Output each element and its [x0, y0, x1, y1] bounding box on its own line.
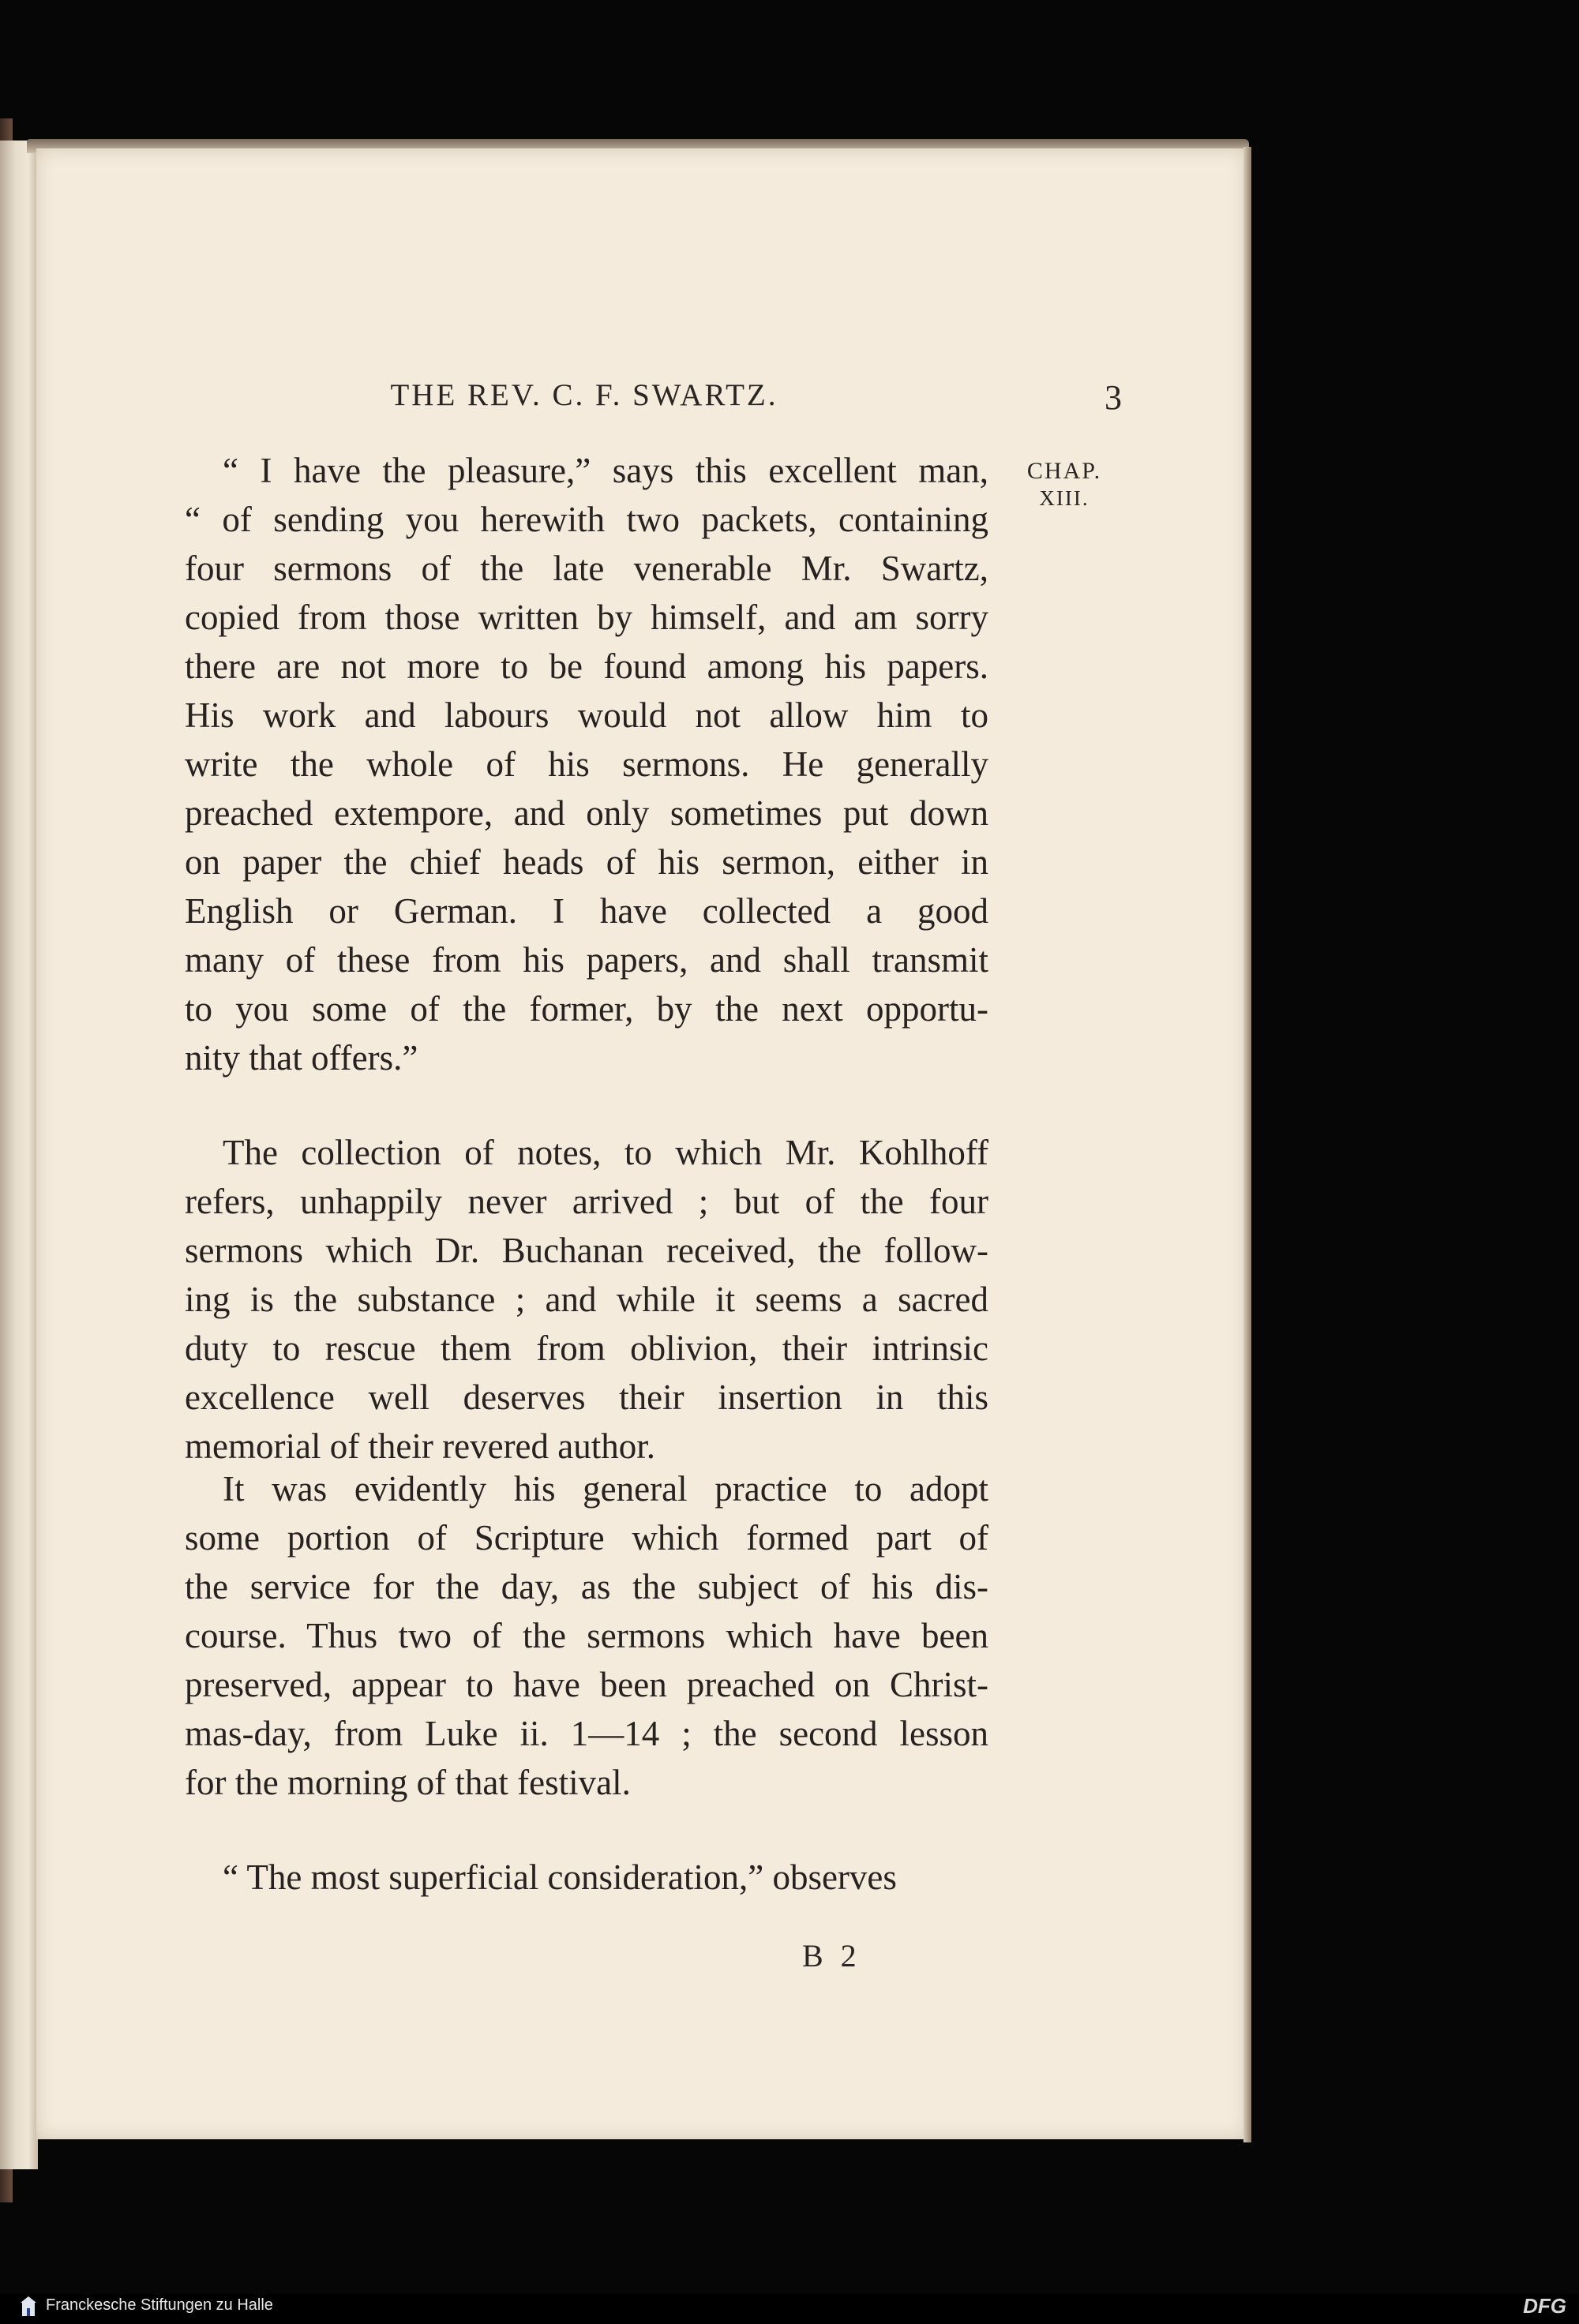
chapter-number: XIII. — [1039, 486, 1090, 510]
chapter-margin-note — [1017, 459, 1112, 509]
text-line: four sermons of the late venerable Mr. Swartz, — [185, 549, 988, 588]
text-line: mas-day, from Luke ii. 1—14 ; the second lesson — [185, 1714, 988, 1753]
text-line: His work and labours would not allow him to — [185, 695, 988, 735]
text-line: there are not more to be found among his papers. — [185, 647, 988, 686]
chapter-label: CHAP. — [1026, 458, 1102, 484]
text-line: sermons which Dr. Buchanan received, the follow- — [185, 1231, 988, 1270]
institution-logo-icon — [17, 2294, 39, 2318]
text-line: excellence well deserves their insertion in this — [185, 1378, 988, 1417]
text-line: English or German. I have collected a good — [185, 891, 988, 931]
text-line: ing is the substance ; and while it seems a sacred — [185, 1280, 988, 1319]
previous-page-edge — [0, 141, 38, 2169]
running-head: THE REV. C. F. SWARTZ. — [390, 378, 778, 412]
footer-credit: Franckesche Stiftungen zu Halle — [46, 2296, 273, 2314]
signature-mark: B 2 — [802, 1938, 861, 1974]
text-line: The collection of notes, to which Mr. Kohlhoff — [223, 1133, 988, 1172]
text-line: copied from those written by himself, and am sorry — [185, 598, 988, 637]
text-line: refers, unhappily never arrived ; but of the four — [185, 1182, 988, 1221]
text-line: to you some of the former, by the next opportu- — [185, 989, 988, 1029]
text-line: “ The most superficial consideration,” observes — [223, 1857, 897, 1897]
text-line: duty to rescue them from oblivion, their intrinsic — [185, 1329, 988, 1368]
text-line: nity that offers.” — [185, 1038, 418, 1078]
text-line: It was evidently his general practice to adopt — [223, 1469, 988, 1509]
page-number: 3 — [1105, 378, 1122, 417]
page-right-edge — [1243, 147, 1251, 2142]
text-line: memorial of their revered author. — [185, 1426, 656, 1466]
text-line: “ I have the pleasure,” says this excellent man, — [223, 451, 988, 490]
text-line: for the morning of that festival. — [185, 1763, 631, 1802]
text-line: on paper the chief heads of his sermon, either in — [185, 842, 988, 882]
text-line: preserved, appear to have been preached on Christ- — [185, 1665, 988, 1704]
text-line: the service for the day, as the subject of his dis- — [185, 1567, 988, 1606]
text-line: course. Thus two of the sermons which have been — [185, 1616, 988, 1655]
text-line: write the whole of his sermons. He generally — [185, 744, 988, 784]
text-line: many of these from his papers, and shall transmit — [185, 940, 988, 980]
dfg-logo: DFG — [1523, 2294, 1566, 2318]
text-line: preached extempore, and only sometimes put down — [185, 793, 988, 833]
text-line: some portion of Scripture which formed part of — [185, 1518, 988, 1557]
text-line: “ of sending you herewith two packets, containing — [185, 500, 988, 539]
